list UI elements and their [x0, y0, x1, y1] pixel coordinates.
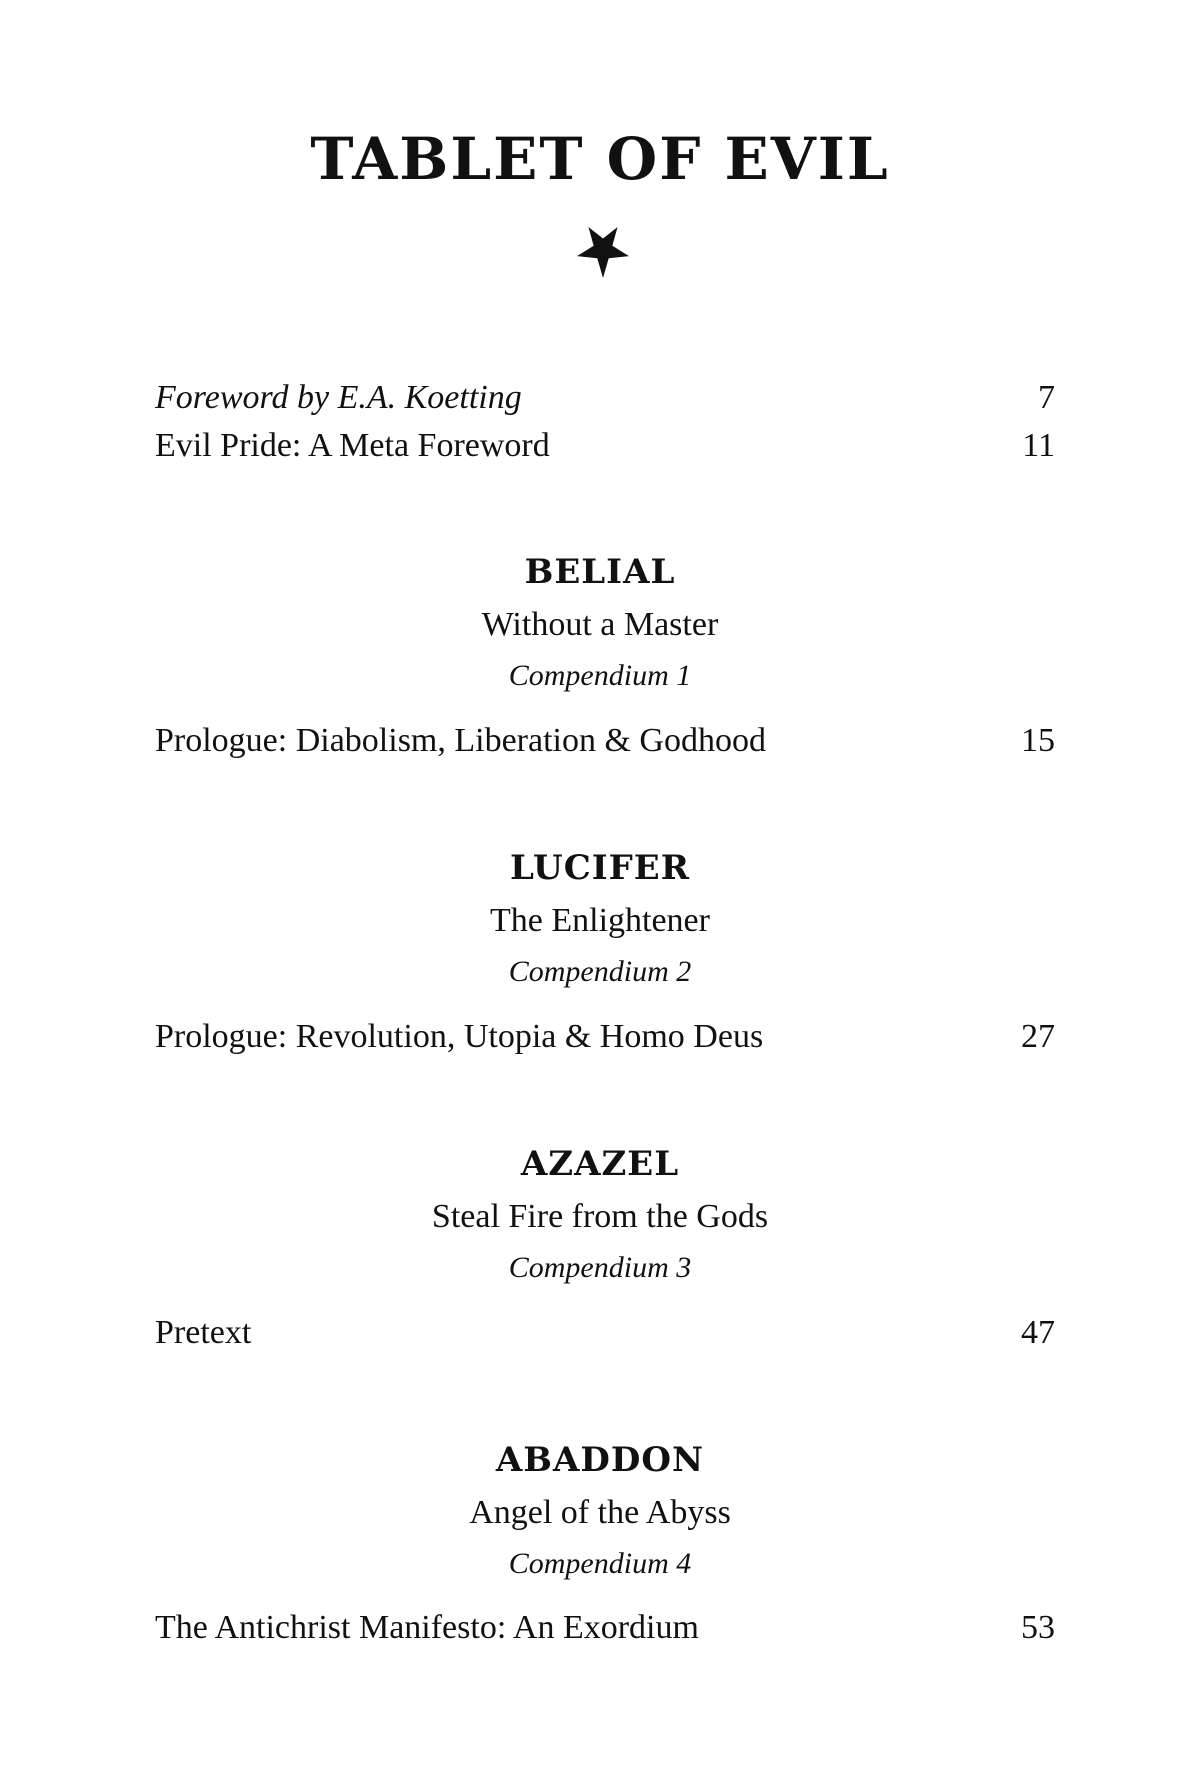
toc-entry-label: Evil Pride: A Meta Foreword — [155, 427, 550, 464]
section-subtitle: Steal Fire from the Gods — [431, 1198, 769, 1235]
section-heading-azazel — [0, 1142, 1200, 1290]
toc-entry-page: 47 — [1021, 1314, 1055, 1351]
toc-entry-label: Foreword by E.A. Koetting — [155, 379, 522, 416]
toc-entry-page: 27 — [1021, 1018, 1055, 1055]
section-name: BELIAL — [524, 552, 676, 592]
section-compendium: Compendium 1 — [508, 659, 692, 692]
toc-entry-page: 53 — [1021, 1609, 1055, 1646]
pentagram-star-icon — [576, 226, 630, 278]
section-subtitle: The Enlightener — [490, 902, 710, 939]
toc-entry-page: 11 — [1022, 427, 1055, 464]
section-compendium: Compendium 2 — [508, 955, 692, 988]
section-compendium: Compendium 4 — [508, 1547, 692, 1580]
section-name: ABADDON — [495, 1440, 705, 1480]
section-heading-abaddon — [0, 1438, 1200, 1586]
section-heading-lucifer — [0, 846, 1200, 994]
section-name: AZAZEL — [520, 1144, 680, 1184]
toc-entry-label: Prologue: Revolution, Utopia & Homo Deus — [155, 1018, 764, 1055]
section-subtitle: Angel of the Abyss — [469, 1494, 731, 1531]
toc-entry-page: 7 — [1038, 379, 1055, 416]
toc-entry-label: The Antichrist Manifesto: An Exordium — [155, 1609, 699, 1646]
toc-entry-page: 15 — [1021, 722, 1055, 759]
section-compendium: Compendium 3 — [508, 1251, 692, 1284]
section-heading-belial — [0, 550, 1200, 698]
toc-entry-label: Prologue: Diabolism, Liberation & Godhood — [155, 722, 766, 759]
section-subtitle: Without a Master — [481, 606, 719, 643]
page-title: TABLET OF EVIL — [310, 125, 890, 193]
section-name: LUCIFER — [510, 848, 690, 888]
toc-entry-label: Pretext — [155, 1314, 252, 1351]
